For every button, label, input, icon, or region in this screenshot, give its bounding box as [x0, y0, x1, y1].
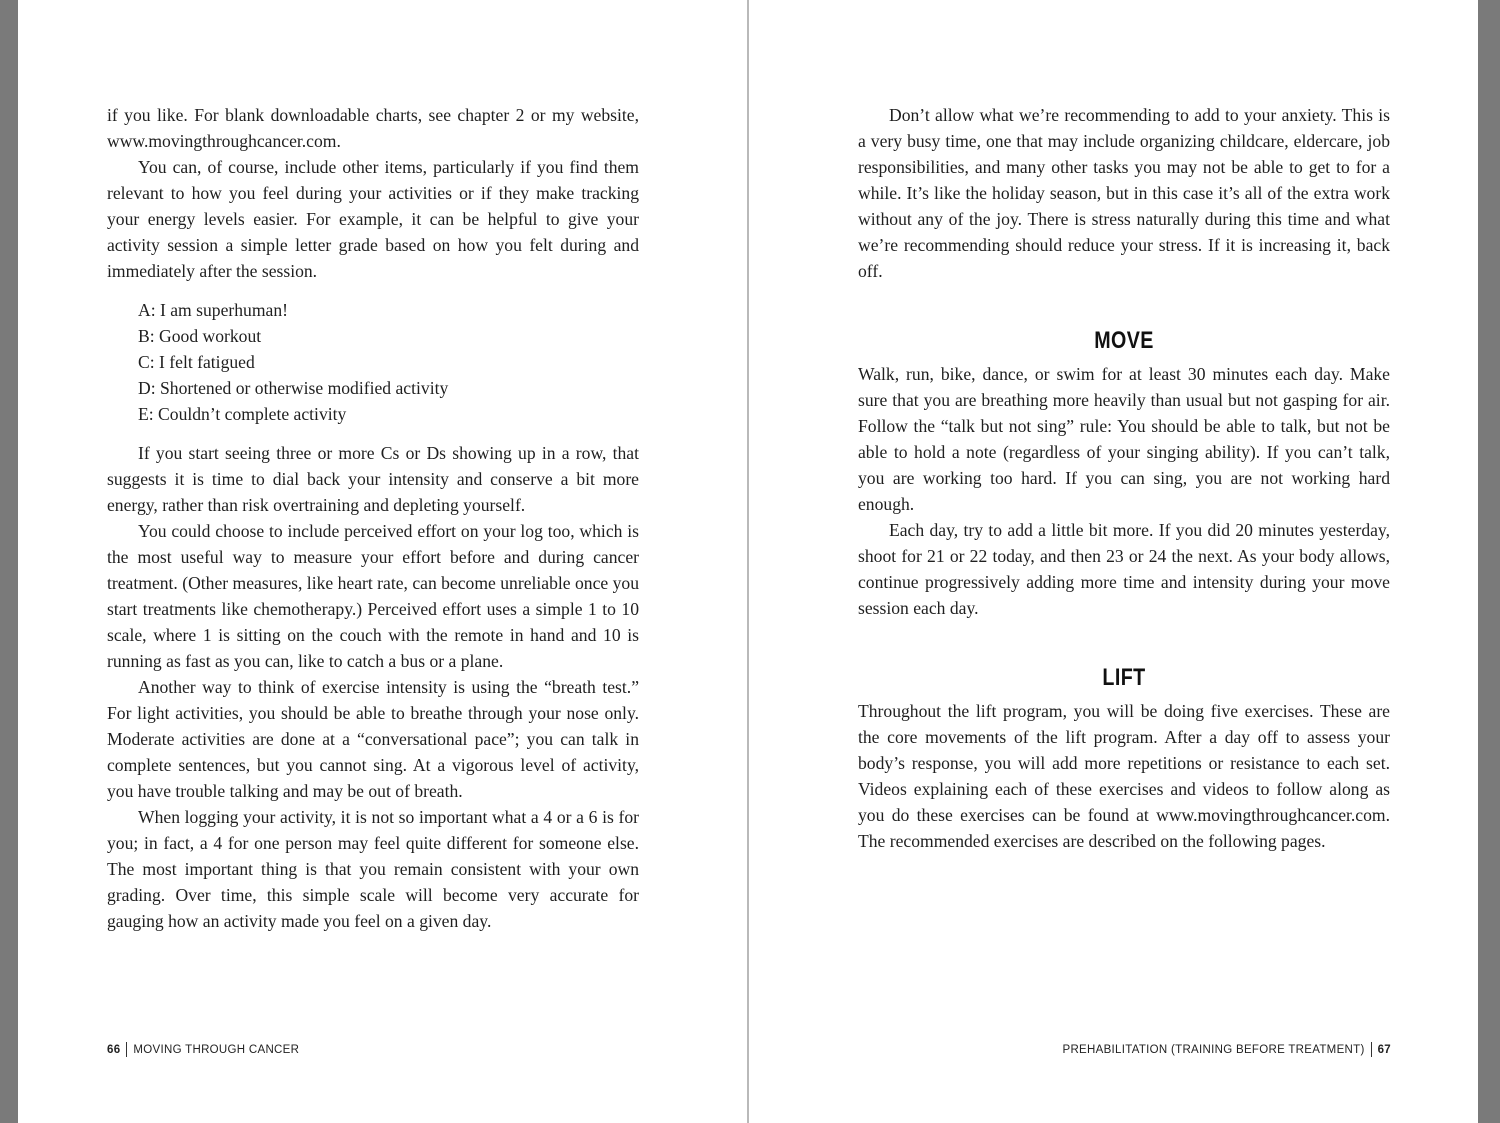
footer-divider	[1371, 1042, 1372, 1057]
paragraph: Another way to think of exercise intensity is using the “breath test.” For light activities, you should be able to breathe through your nose only. Moderate activities are done at a “conversational pace”; you can talk in complete sentences, but you cannot sing. At a vigorous level of activity, you have trouble talking and may be out of breath.	[107, 677, 639, 801]
running-head: PREHABILITATION (TRAINING BEFORE TREATMENT)	[1062, 1043, 1365, 1056]
list-item: D: Shortened or otherwise modified activity	[138, 378, 449, 398]
paragraph: Throughout the lift program, you will be doing five exercises. These are the core movements of the lift program. After a day off to assess your body’s response, you will add more repetitions or resistance to each set. Videos explaining each of these exercises and videos to follow along as you do these exercises can be found at www.movingthroughcancer.com. The recommended exercises are described on the following pages.	[858, 701, 1390, 851]
left-page	[18, 0, 747, 1123]
list-item: A: I am superhuman!	[138, 300, 288, 320]
page-number: 66	[107, 1043, 121, 1056]
section-heading-lift: LIFT	[1102, 664, 1146, 691]
paragraph: When logging your activity, it is not so important what a 4 or a 6 is for you; in fact, a 4 for one person may feel quite different for someone else. The most important thing is that you remain consistent with your own grading. Over time, this simple scale will become very accurate for gauging how an activity made you feel on a given day.	[107, 807, 639, 931]
paragraph: Each day, try to add a little bit more. If you did 20 minutes yesterday, shoot for 21 or 22 today, and then 23 or 24 the next. As your body allows, continue progressively adding more time and intensity during your move session each day.	[858, 520, 1390, 618]
page-number: 67	[1377, 1043, 1391, 1056]
list-item: B: Good workout	[138, 326, 262, 346]
paragraph: If you start seeing three or more Cs or Ds showing up in a row, that suggests it is time to dial back your intensity and conserve a bit more energy, rather than risk overtraining and depleting yourself.	[107, 443, 639, 515]
paragraph: You can, of course, include other items, particularly if you find them relevant to how you feel during your activities or if they make tracking your energy levels easier. For example, it can be helpful to give your activity session a simple letter grade based on how you felt during and immediately after the session.	[107, 157, 639, 281]
page-footer	[1062, 1042, 1391, 1057]
paragraph: Walk, run, bike, dance, or swim for at least 30 minutes each day. Make sure that you are breathing more heavily than usual but not gasping for air. Follow the “talk but not sing” rule: You should be able to talk, but not be able to hold a note (regardless of your singing ability). If you can’t talk, you are working too hard. If you can sing, you are not working hard enough.	[858, 364, 1390, 514]
paragraph: Don’t allow what we’re recommending to add to your anxiety. This is a very busy time, one that may include organizing childcare, eldercare, job responsibilities, and many other tasks you may not be able to get to for a while. It’s like the holiday season, but in this case it’s all of the extra work without any of the joy. There is stress naturally during this time and what we’re recommending should reduce your stress. If it is increasing it, back off.	[858, 105, 1390, 281]
right-page	[749, 0, 1478, 1123]
paragraph: if you like. For blank downloadable charts, see chapter 2 or my website, www.movingthroughcancer.com.	[107, 105, 639, 151]
section-heading-move: MOVE	[1094, 327, 1154, 354]
paragraph: You could choose to include perceived effort on your log too, which is the most useful way to measure your effort before and during cancer treatment. (Other measures, like heart rate, can become unreliable once you start treatments like chemotherapy.) Perceived effort uses a simple 1 to 10 scale, where 1 is sitting on the couch with the remote in hand and 10 is running as fast as you can, like to catch a bus or a plane.	[107, 521, 639, 671]
letter-grade-list	[138, 297, 639, 427]
left-page-text	[107, 102, 639, 934]
right-page-text	[858, 102, 1390, 854]
running-head: MOVING THROUGH CANCER	[133, 1043, 300, 1056]
list-item: C: I felt fatigued	[138, 352, 255, 372]
page-footer	[107, 1042, 299, 1057]
footer-divider	[126, 1042, 127, 1057]
list-item: E: Couldn’t complete activity	[138, 404, 347, 424]
